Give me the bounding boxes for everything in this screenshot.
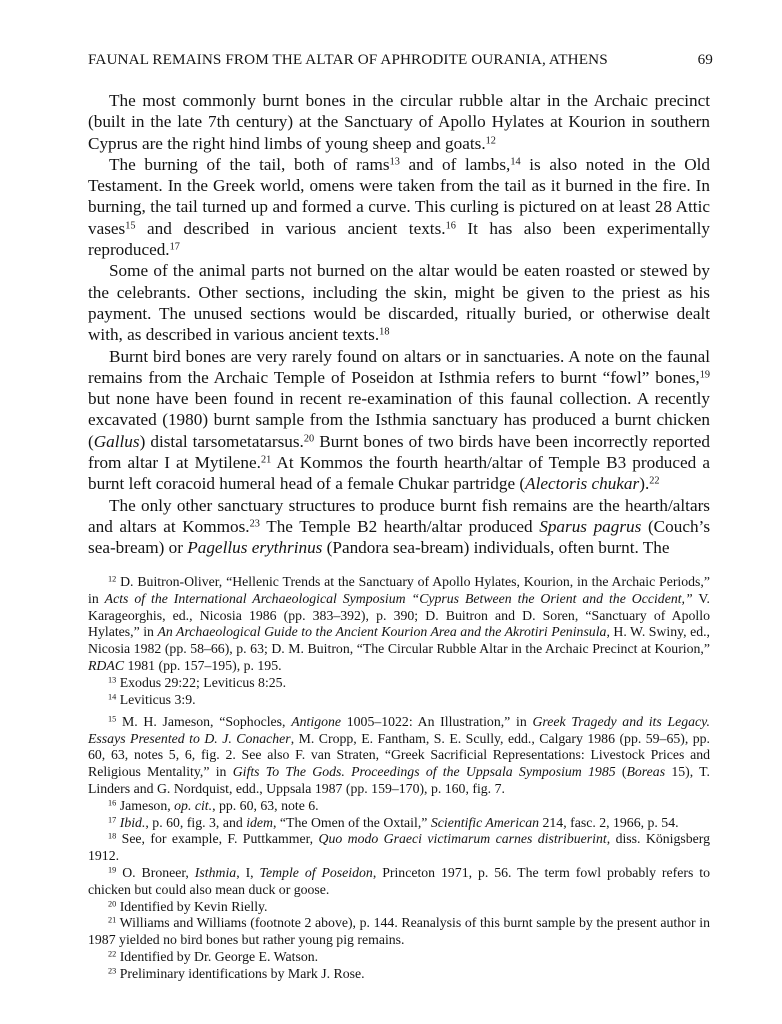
footnote-ref-18[interactable]: 18 [379, 326, 390, 338]
page-number: 69 [697, 51, 713, 68]
footnote-14: $^{14}$ Leviticus 3:9. [108, 691, 196, 707]
footnote-ref-14[interactable]: 14 [510, 156, 521, 168]
footnote-ref-23[interactable]: 23 [249, 518, 260, 530]
footnote-ref-15[interactable]: 15 [125, 220, 136, 232]
footnote-ref-16[interactable]: 16 [445, 220, 456, 232]
footnote-23: $^{23}$ Preliminary identifications by Mark J. Rose. [108, 965, 365, 981]
footnote-ref-13[interactable]: 13 [389, 156, 400, 168]
footnote-15: $^{15}$ M. H. Jameson, “Sophocles, Antigone 1005–1022: An Illustration,” in Greek Tragedy and its Legacy. Essays Presented to D. J. Conacher, M. Cropp, E. Fantham, S. E. Scully, edd., Calgary 1986 (pp. 59–65), pp. 60, 63, notes 5, 6, fig. 2. See also F. van Straten, “Greek Sacrificial Representations: Livestock Prices and Religious Mentality,” in Gifts To The Gods. Proceedings of the Uppsala Symposium 1985 (Boreas 15), T. Linders and G. Nordquist, edd., Uppsala 1987 (pp. 159–170), p. 160, fig. 7. [88, 713, 711, 797]
footnote-ref-17[interactable]: 17 [169, 241, 180, 253]
footnote-ref-20[interactable]: 20 [303, 433, 315, 445]
running-title: FAUNAL REMAINS FROM THE ALTAR OF APHRODITE OURANIA, ATHENS [88, 51, 608, 68]
footnote-13: $^{13}$ Exodus 29:22; Leviticus 8:25. [108, 674, 287, 690]
paragraph-4: Burnt bird bones are very rarely found on altars or in sanctuaries. A note on the faunal remains from the Archaic Temple of Poseidon at Isthmia refers to burnt “fowl” bones,$^{19}$ but none have been found in recent re-examination of this faunal collection. A recently excavated (1980) burnt sample from the Isthmia sanctuary has produced a burnt chicken (Gallus) distal tarsometatarsus.$^{20}$ Burnt bones of two birds have been incorrectly reported from altar I at Mytilene.$^{21}$ At Kommos the fourth hearth/altar of Temple B3 produced a burnt left coracoid humeral head of a female Chukar partridge (Alectoris chukar).$^{22}$ [88, 346, 710, 494]
footnote-ref-21[interactable]: 21 [260, 454, 272, 466]
footnote-18: $^{18}$ See, for example, F. Puttkammer, Quo modo Graeci victimarum carnes distribuerint, diss. Königsberg 1912. [88, 831, 710, 864]
footnote-16: $^{16}$ Jameson, op. cit., pp. 60, 63, note 6. [108, 797, 319, 813]
paragraph-2: The burning of the tail, both of rams$^{13}$ and of lambs,$^{14}$ is also noted in the Old Testament. In the Greek world, omens were taken from the tail as it burned in the fire. In burning, the tail turned up and formed a curve. This curling is pictured on at least 28 Attic vases$^{15}$ and described in various ancient texts.$^{16}$ It has also been experimentally reproduced.$^{17}$ [88, 154, 711, 260]
footnote-ref-12[interactable]: 12 [485, 134, 496, 146]
footnote-22: $^{22}$ Identified by Dr. George E. Watson. [108, 949, 319, 965]
paragraph-5: The only other sanctuary structures to produce burnt fish remains are the hearth/altars and altars at Kommos.$^{23}$ The Temple B2 hearth/altar produced Sparus pagrus (Couch’s sea-bream) or Pagellus erythrinus (Pandora sea-bream) individuals, often burnt. The [88, 495, 711, 558]
footnote-ref-22[interactable]: 22 [649, 475, 660, 487]
paragraph-1: The most commonly burnt bones in the circular rubble altar in the Archaic precinct (built in the late 7th century) at the Sanctuary of Apollo Hylates at Kourion in southern Cyprus are the right hind limbs of young sheep and goats.$^{12}$ [88, 91, 710, 153]
footnote-17: $^{17}$ Ibid., p. 60, fig. 3, and idem, “The Omen of the Oxtail,” Scientific American 214, fasc. 2, 1966, p. 54. [108, 814, 679, 830]
footnote-12: $^{12}$ D. Buitron-Oliver, “Hellenic Trends at the Sanctuary of Apollo Hylates, Kourion, in the Archaic Periods,” in Acts of the International Archaeological Symposium “Cyprus Between the Orient and the Occident,” V. Karageorghis, ed., Nicosia 1986 (pp. 383–392), p. 390; D. Buitron and D. Soren, “Sanctuary of Apollo Hylates,” in An Archaeological Guide to the Ancient Kourion Area and the Akrotiri Peninsula, H. W. Swiny, ed., Nicosia 1982 (pp. 58–66), p. 63; D. M. Buitron, “The Circular Rubble Altar in the Archaic Precinct at Kourion,” RDAC 1981 (pp. 157–195), p. 195. [88, 574, 710, 673]
running-head [88, 50, 713, 70]
paragraph-3: Some of the animal parts not burned on the altar would be eaten roasted or stewed by the celebrants. Other sections, including the skin, might be given to the priest as his payment. The unused sections would be discarded, ritually buried, or otherwise dealt with, as described in various ancient texts.$^{18}$ [88, 261, 710, 345]
main-text [88, 90, 710, 559]
footnote-ref-19[interactable]: 19 [699, 369, 710, 381]
footnotes [88, 574, 710, 983]
footnote-19: $^{19}$ O. Broneer, Isthmia, I, Temple of Poseidon, Princeton 1971, p. 56. The term fowl probably refers to chicken but could also mean duck or goose. [88, 865, 710, 897]
footnote-21: $^{21}$ Williams and Williams (footnote 2 above), p. 144. Reanalysis of this burnt sample by the present author in 1987 yielded no bird bones but rather young pig remains. [88, 915, 710, 948]
footnote-20: $^{20}$ Identified by Kevin Rielly. [108, 898, 268, 914]
